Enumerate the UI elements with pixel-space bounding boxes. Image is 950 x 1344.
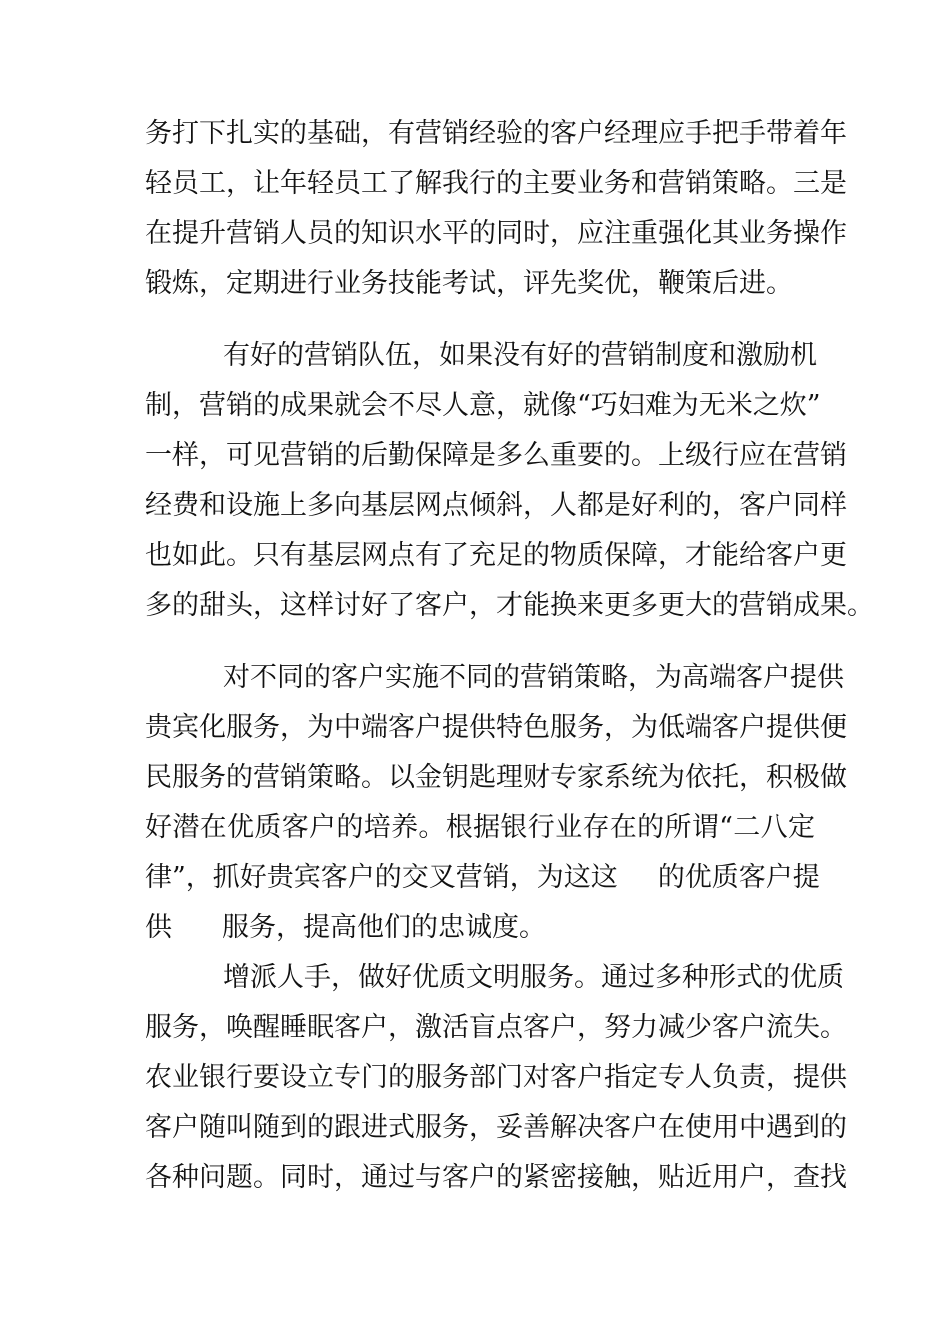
- paragraph-4-line-3: 农业银行要设立专门的服务部门对客户指定专人负责，提供: [145, 1062, 847, 1093]
- paragraph-3-line-6: [145, 908, 815, 948]
- paragraph-1-line-1: 务打下扎实的基础，有营销经验的客户经理应手把手带着年: [145, 118, 847, 149]
- paragraph-1-line-3: 在提升营销人员的知识水平的同时，应注重强化其业务操作: [145, 218, 847, 249]
- paragraph-2-line-2: 制，营销的成果就会不尽人意，就像“巧妇难为无米之炊”: [145, 390, 821, 421]
- paragraph-3-line-6-part-2: 服务，提高他们的忠诚度。: [222, 912, 546, 943]
- paragraph-3-line-5-part-1: 律”，抓好贵宾客户的交叉营销，为这这: [145, 862, 618, 893]
- paragraph-2-line-3: 一样，可见营销的后勤保障是多么重要的。上级行应在营销: [145, 440, 847, 471]
- paragraph-3-line-3: 民服务的营销策略。以金钥匙理财专家系统为依托，积极做: [145, 762, 847, 793]
- paragraph-2-line-6: 多的甜头，这样讨好了客户，才能换来更多更大的营销成果。: [145, 590, 874, 621]
- paragraph-1-line-4: 锻炼，定期进行业务技能考试，评先奖优，鞭策后进。: [145, 268, 793, 299]
- paragraph-3-line-2: 贵宾化服务，为中端客户提供特色服务，为低端客户提供便: [145, 712, 847, 743]
- paragraph-3-line-1: 对不同的客户实施不同的营销策略，为高端客户提供: [223, 662, 844, 693]
- paragraph-1-line-2: 轻员工，让年轻员工了解我行的主要业务和营销策略。三是: [145, 168, 847, 199]
- paragraph-3-line-4: 好潜在优质客户的培养。根据银行业存在的所谓“二八定: [145, 812, 815, 843]
- paragraph-3-line-5: [145, 858, 820, 898]
- paragraph-4-line-2: 服务，唤醒睡眠客户，激活盲点客户，努力减少客户流失。: [145, 1012, 847, 1043]
- paragraph-2-line-5: 也如此。只有基层网点有了充足的物质保障，才能给客户更: [145, 540, 847, 571]
- paragraph-2-line-1: 有好的营销队伍，如果没有好的营销制度和激励机: [223, 340, 817, 371]
- paragraph-4-line-1: 增派人手，做好优质文明服务。通过多种形式的优质: [223, 962, 844, 993]
- paragraph-3-line-5-part-2: 的优质客户提: [657, 862, 820, 893]
- paragraph-3-line-6-part-1: 供: [145, 912, 172, 943]
- paragraph-4-line-4: 客户随叫随到的跟进式服务，妥善解决客户在使用中遇到的: [145, 1112, 847, 1143]
- paragraph-4-line-5: 各种问题。同时，通过与客户的紧密接触，贴近用户，查找: [145, 1162, 847, 1193]
- paragraph-2-line-4: 经费和设施上多向基层网点倾斜，人都是好利的，客户同样: [145, 490, 847, 521]
